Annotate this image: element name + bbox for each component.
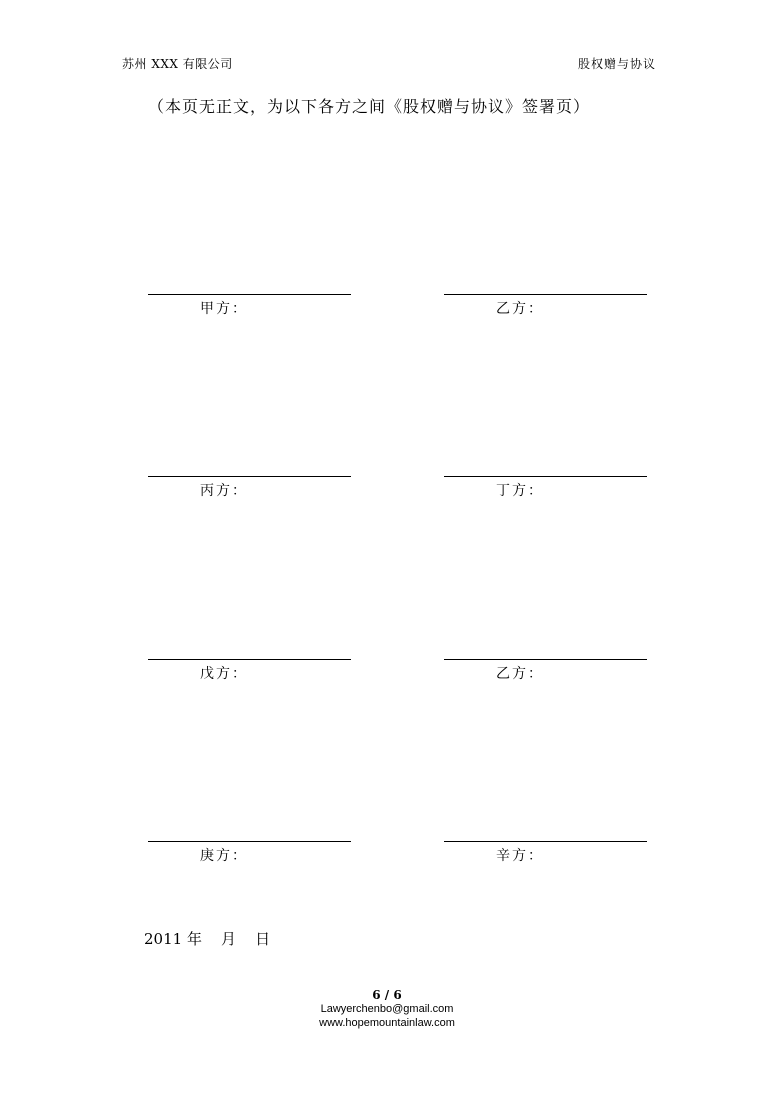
signature-block-party-g xyxy=(148,841,351,864)
signature-page-note: （本页无正文，为以下各方之间《股权赠与协议》签署页） xyxy=(148,97,591,116)
signature-line xyxy=(444,294,647,295)
signature-label: 戊方： xyxy=(200,666,248,682)
signature-label: 庚方： xyxy=(200,848,248,864)
signature-line xyxy=(148,294,351,295)
signature-block-party-c xyxy=(148,476,351,499)
signature-block-party-h xyxy=(444,841,647,864)
signature-block-party-e xyxy=(148,659,351,682)
signature-line xyxy=(444,659,647,660)
signature-label: 丁方： xyxy=(496,483,544,499)
signature-label: 丙方： xyxy=(200,483,248,499)
signature-label: 辛方： xyxy=(496,848,544,864)
signature-line xyxy=(148,659,351,660)
signature-line xyxy=(148,841,351,842)
signature-line xyxy=(444,841,647,842)
signature-block-party-d xyxy=(444,476,647,499)
signature-block-party-a xyxy=(148,294,351,317)
signature-label: 甲方： xyxy=(200,301,248,317)
signature-block-party-f xyxy=(444,659,647,682)
signature-label: 乙方： xyxy=(496,301,544,317)
signature-line xyxy=(148,476,351,477)
header-doc-title: 股权赠与协议 xyxy=(577,57,656,71)
signing-date: 2011 年 月 日 xyxy=(144,930,271,948)
page-number: 6 / 6 xyxy=(372,988,402,1002)
footer-email: Lawyerchenbo@gmail.com xyxy=(320,1003,454,1015)
footer-website: www.hopemountainlaw.com xyxy=(319,1017,455,1029)
header-company: 苏州 XXX 有限公司 xyxy=(122,57,233,71)
signature-line xyxy=(444,476,647,477)
signature-block-party-b xyxy=(444,294,647,317)
signature-label: 乙方： xyxy=(496,666,544,682)
